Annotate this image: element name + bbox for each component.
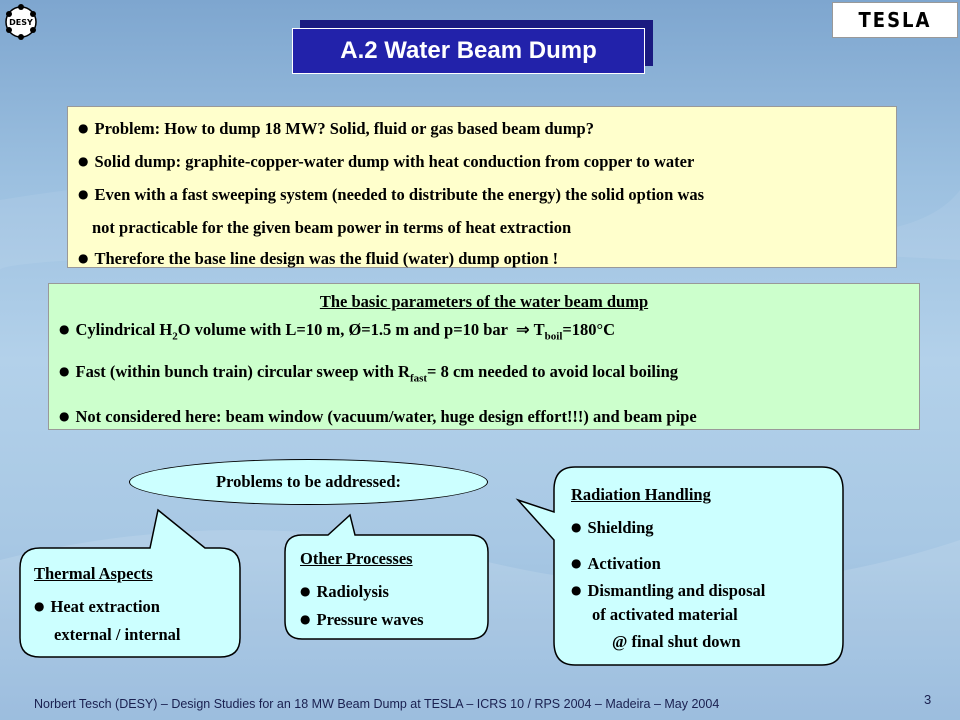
bullet-icon: ● [59,322,70,336]
other-heading: Other Processes [300,549,413,568]
desy-logo-text: DESY [9,18,33,27]
radiation-item-2: ● Activation [571,554,661,573]
parameter-line-3: ● Not considered here: beam window (vacuum/water, huge design effort!!!) and beam pipe [59,406,697,426]
bullet-icon: ● [300,612,311,626]
problem-line-3: ● Even with a fast sweeping system (needed to distribute the energy) the solid option was [78,185,705,204]
parameter-line-2: ● Fast (within bunch train) circular sweep with $R_{fast}= 8$ cm needed to avoid local boiling [59,362,678,385]
radiation-item-3-cont2: @ final shut down [612,632,741,651]
bullet-icon: ● [78,251,89,265]
other-item-1: ● Radiolysis [300,582,389,601]
bullet-icon: ● [34,599,45,613]
other-item-2: ● Pressure waves [300,610,424,629]
thermal-item-1-cont: external / internal [54,625,181,644]
bullet-icon: ● [300,584,311,598]
problem-line-5: ● Therefore the base line design was the fluid (water) dump option ! [78,249,559,268]
tesla-logo-text: TESLA [858,7,932,33]
bullet-icon: ● [571,520,582,534]
bullet-icon: ● [571,556,582,570]
bullet-icon: ● [78,187,89,201]
parameter-line-1: ● Cylindrical $H_2O$ volume with L=10 m, Ø=1.5 m and p=10 bar ⇒ $T_{boil}=180^\circ C$ [59,320,616,343]
thermal-item-1: ● Heat extraction [34,597,160,616]
footer-text: Norbert Tesch (DESY) – Design Studies for an 18 MW Beam Dump at TESLA – ICRS 10 / RPS 2004 – Madeira – May 2004 [34,697,720,711]
bullet-icon: ● [78,154,89,168]
bullet-icon: ● [59,408,70,423]
thermal-heading: Thermal Aspects [34,564,153,583]
problem-line-1: ● Problem: How to dump 18 MW? Solid, fluid or gas based beam dump? [78,119,594,138]
parameters-heading: The basic parameters of the water beam dump [319,292,649,311]
slide-title: A.2 Water Beam Dump [292,28,645,74]
radiation-item-3-cont: of activated material [592,605,738,624]
bullet-icon: ● [78,121,89,135]
problems-to-address-ellipse: Problems to be addressed: [129,459,488,505]
problem-line-2: ● Solid dump: graphite-copper-water dump with heat conduction from copper to water [78,152,695,171]
bullet-icon: ● [571,583,582,597]
radiation-heading: Radiation Handling [571,485,711,504]
problem-line-4: not practicable for the given beam power in terms of heat extraction [92,218,572,237]
radiation-item-1: ● Shielding [571,518,654,537]
radiation-item-3: ● Dismantling and disposal [571,581,766,600]
bullet-icon: ● [59,364,70,379]
page-number: 3 [924,692,932,707]
implies-arrow-icon: ⇒ [515,320,530,339]
